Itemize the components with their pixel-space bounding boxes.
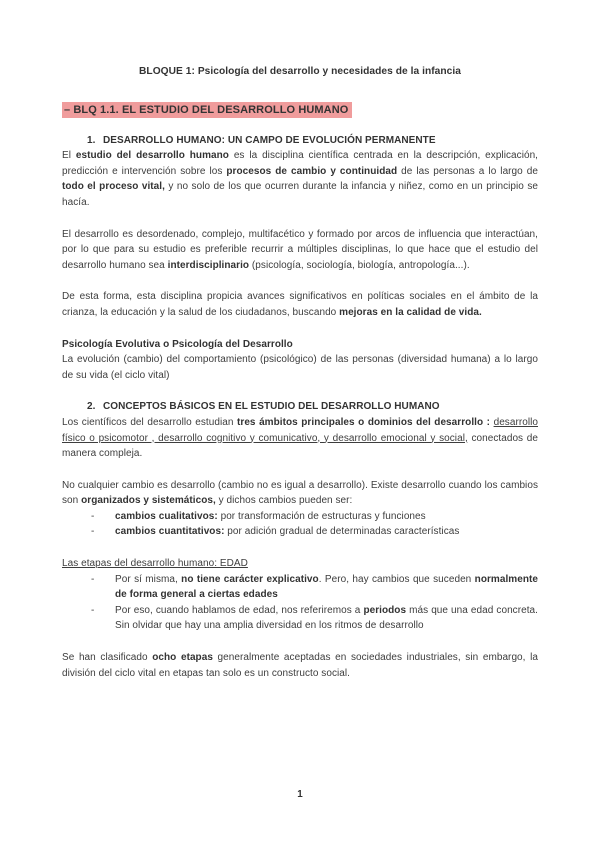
paragraph [62, 478, 538, 509]
section-heading [62, 399, 538, 415]
text-run: . Pero, hay cambios que suceden [318, 573, 475, 585]
text-run: por adición gradual de determinadas características [224, 526, 460, 538]
document-content [62, 64, 538, 697]
text-run: por transformación de estructuras y funciones [217, 510, 426, 522]
text-run: no tiene carácter explicativo [181, 573, 319, 585]
bullet-item [62, 509, 538, 525]
bullet-list [62, 572, 538, 634]
text-run: Las etapas del desarrollo humano: EDAD [62, 558, 248, 570]
text-run: – BLQ 1.1. EL ESTUDIO DEL DESARROLLO HUMANO [64, 103, 349, 116]
text-run: tres ámbitos principales o dominios del desarrollo : [237, 416, 491, 428]
paragraph [62, 227, 538, 274]
text-run: es la disciplina científica centrada en la descripción, explicación, predicción e intervención sobre los [62, 150, 539, 177]
text-run: De esta forma, esta disciplina propicia avances significativos en políticas sociales en el ámbito de la crianza, la educación y la salud de los ciudadanos, buscando [62, 291, 538, 318]
text-run: periodos [363, 604, 407, 616]
text-run: y dichos cambios pueden ser: [215, 495, 353, 507]
text-run: desarrollo físico o psicomotor , desarrollo cognitivo y comunicativo, y desarrollo emocional y social, [62, 416, 538, 444]
text-run: La evolución (cambio) del comportamiento (psicológico) de las personas (diversidad humana) a lo largo de su vida (el ciclo vital) [62, 354, 538, 381]
paragraph [62, 415, 538, 462]
sub-heading [62, 337, 538, 353]
text-run: El [62, 150, 76, 162]
text-run: Se han clasificado [62, 652, 153, 664]
text-run: cambios cualitativos: [115, 510, 218, 522]
bullet-item [62, 524, 538, 540]
text-run: generalmente aceptadas en sociedades industriales, sin embargo, la división del ciclo vital en etapas tan solo es un constructo social. [62, 652, 538, 679]
text-run: Los científicos del desarrollo estudian [62, 416, 237, 428]
text-run: Por sí misma, [115, 573, 182, 585]
underlined-heading [62, 556, 538, 572]
text-run: DESARROLLO HUMANO: UN CAMPO DE EVOLUCIÓN PERMANENTE [103, 134, 436, 146]
text-run: Psicología Evolutiva o Psicología del Desarrollo [62, 338, 293, 350]
text-run: CONCEPTOS BÁSICOS EN EL ESTUDIO DEL DESARROLLO HUMANO [103, 401, 440, 413]
bullet-item [62, 572, 538, 603]
section-number: 2. [87, 401, 96, 413]
text-run: y no solo de los que ocurren durante la infancia y niñez, como en un principio se hacía. [62, 181, 538, 208]
text-run: conectados de manera compleja. [62, 432, 538, 460]
text-run: BLOQUE 1: Psicología del desarrollo y necesidades de la infancia [139, 66, 461, 77]
text-run: normalmente de forma general a ciertas edades [115, 573, 538, 601]
paragraph [62, 352, 538, 383]
bullet-item [62, 603, 538, 634]
section-number: 1. [87, 134, 96, 146]
text-run: Por eso, cuando hablamos de edad, nos referiremos a [115, 604, 364, 616]
paragraph [62, 148, 538, 210]
text-run: cambios cuantitativos: [115, 526, 225, 538]
text-run: estudio del desarrollo humano [75, 150, 229, 162]
text-run: organizados y sistemáticos, [81, 495, 216, 507]
text-run: más que una edad concreta. Sin olvidar que hay una amplia diversidad en los ritmos de desarrollo [115, 604, 538, 632]
text-run: El desarrollo es desordenado, complejo, multifacético y formado por arcos de influencia que interactúan, por lo que para su estudio es preferible recurrir a múltiples disciplinas, lo que hace que el estudio del desarrollo humano sea [62, 228, 538, 271]
text-run: de las personas a lo largo de [397, 165, 538, 177]
text-run: ocho etapas [152, 652, 213, 664]
section-heading [62, 133, 538, 149]
document-title [62, 64, 538, 80]
bullet-list [62, 509, 538, 540]
text-run: interdisciplinario [167, 259, 250, 271]
highlighted-heading [62, 101, 538, 120]
text-run: procesos de cambio y continuidad [226, 165, 398, 177]
text-run: todo el proceso vital, [62, 181, 165, 193]
paragraph [62, 289, 538, 320]
text-run: (psicología, sociología, biología, antropología...). [249, 259, 470, 271]
highlight-mark [62, 102, 352, 118]
text-run: No cualquier cambio es desarrollo (cambio no es igual a desarrollo). Existe desarrollo cuando los cambios son [62, 479, 538, 507]
page-number: 1 [297, 789, 303, 800]
paragraph [62, 650, 538, 681]
text-run: mejoras en la calidad de vida. [339, 306, 482, 318]
